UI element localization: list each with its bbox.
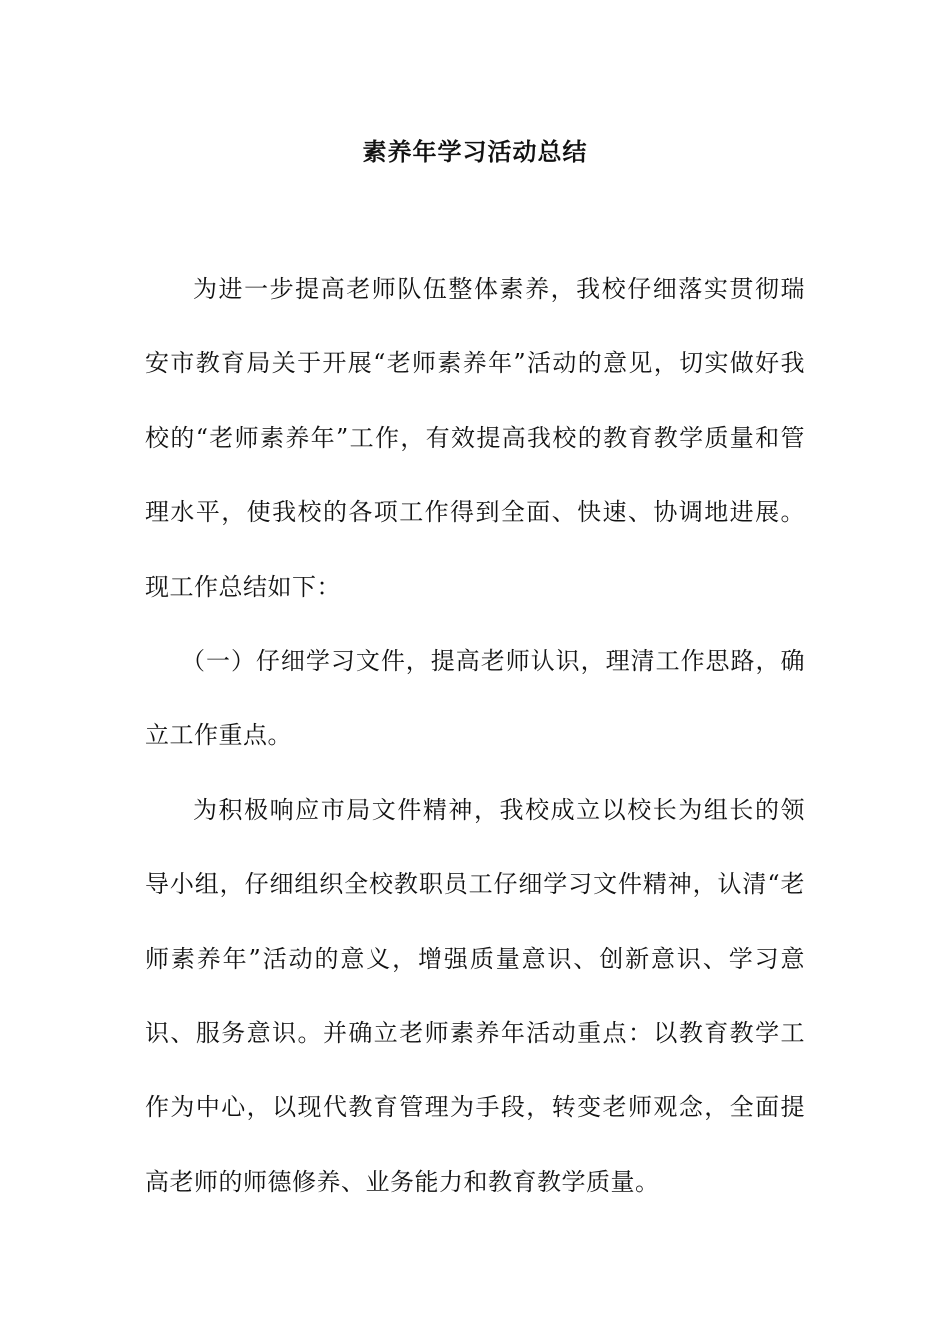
document-body (145, 252, 805, 1219)
paragraph-leadership: 为积极响应市局文件精神，我校成立以校长为组长的领导小组，仔细组织全校教职员工仔细学习文件精神，认清“老师素养年”活动的意义，增强质量意识、创新意识、学习意识、服务意识。并确立老师素养年活动重点：以教育教学工作为中心，以现代教育管理为手段，转变老师观念，全面提高老师的师德修养、业务能力和教育教学质量。 (145, 795, 805, 1196)
paragraph-intro: 为进一步提高老师队伍整体素养，我校仔细落实贯彻瑞安市教育局关于开展“老师素养年”活动的意见，切实做好我校的“老师素养年”工作，有效提高我校的教育教学质量和管理水平，使我校的各项工作得到全面、快速、协调地进展。现工作总结如下： (145, 275, 805, 601)
document-title: 素养年学习活动总结 (362, 138, 588, 166)
paragraph-section-heading: （一）仔细学习文件，提高老师认识，理清工作思路，确立工作重点。 (145, 647, 805, 750)
